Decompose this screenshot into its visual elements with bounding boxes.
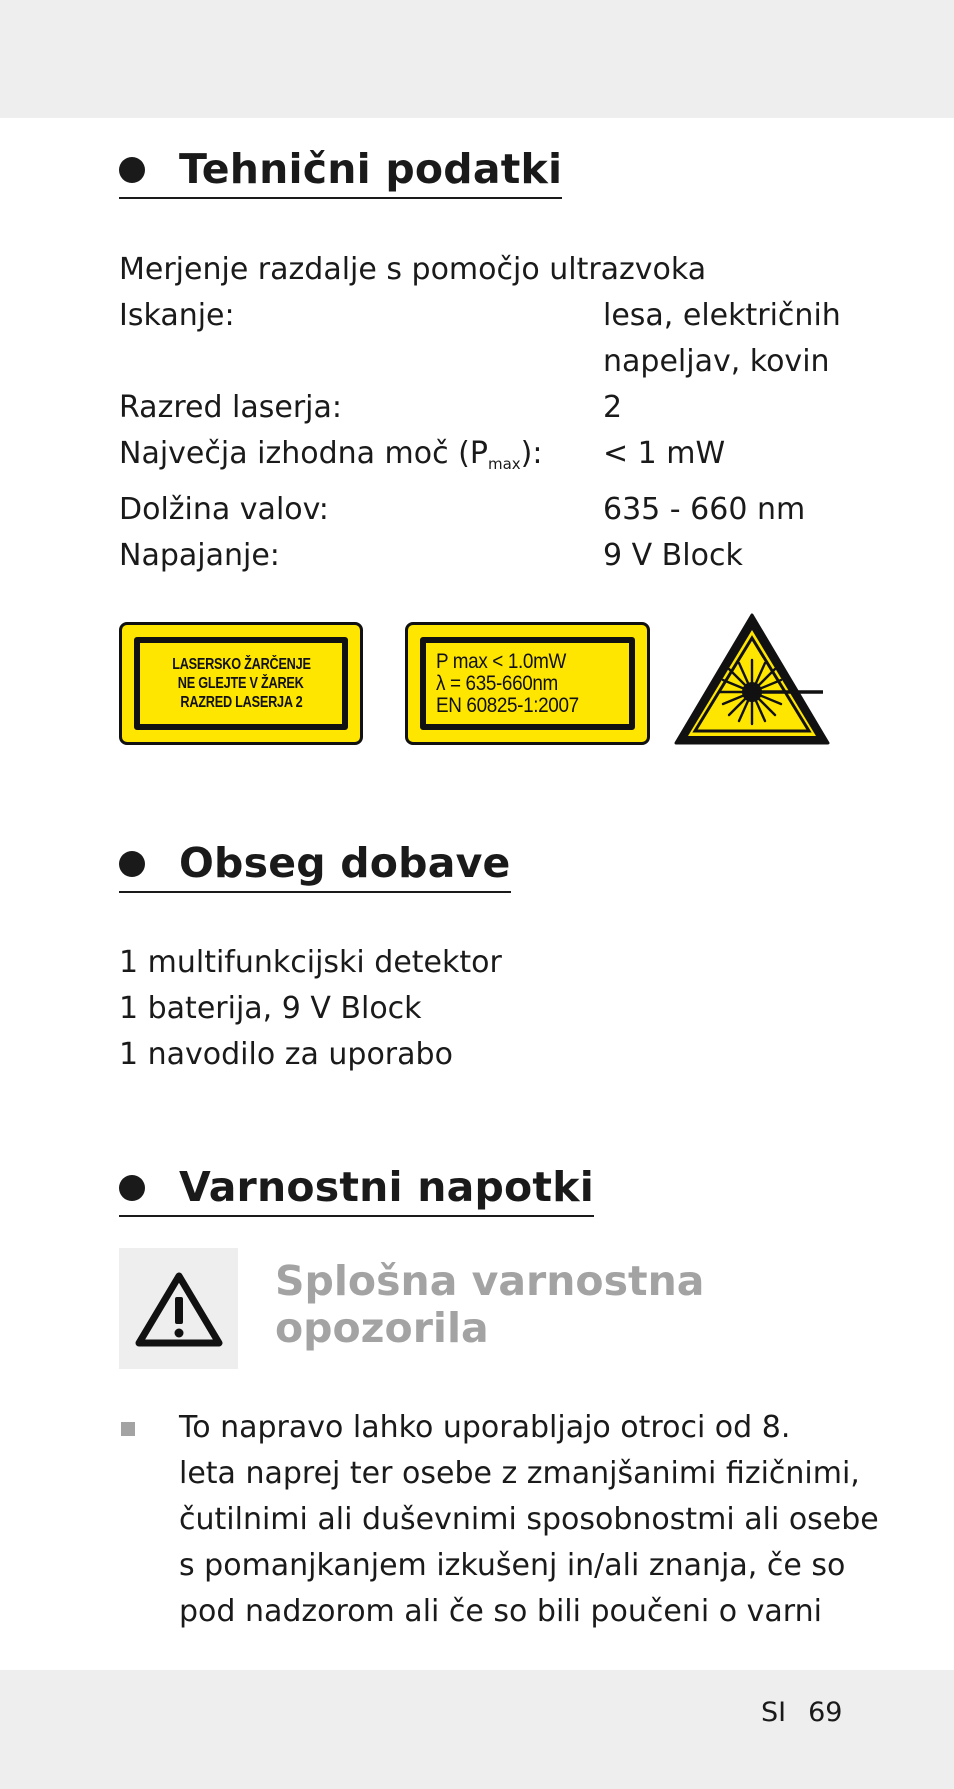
page-header-band (0, 0, 954, 118)
paragraph-line: To napravo lahko uporabljajo otroci od 8. (179, 1410, 791, 1445)
spec-value: < 1 mW (603, 436, 726, 471)
label-line: EN 60825-1:2007 (436, 693, 579, 717)
page-number: 69 (808, 1697, 843, 1728)
spec-value: 635 - 660 nm (603, 492, 806, 527)
page-footer-band (0, 1670, 954, 1789)
language-code: SI (761, 1697, 787, 1728)
label-line: RAZRED LASERJA 2 (179, 694, 302, 711)
paragraph-line: leta naprej ter osebe z zmanjšanimi fizičnimi, (179, 1456, 860, 1491)
spec-label-end: ): (520, 436, 543, 471)
list-item: 1 navodilo za uporabo (119, 1037, 453, 1072)
technical-data-intro: Merjenje razdalje s pomočjo ultrazvoka (119, 252, 707, 287)
bullet-dot-icon (119, 157, 145, 183)
spec-value: 9 V Block (603, 538, 743, 573)
spec-label-subscript: max (487, 455, 521, 473)
section-title: Tehnični podatki (179, 145, 563, 193)
spec-label: Iskanje: (119, 298, 235, 333)
paragraph-line: pod nadzorom ali če so bili poučeni o varni (179, 1594, 822, 1629)
spec-row-wavelength (119, 487, 839, 533)
spec-row-power-supply (119, 533, 839, 579)
laser-hazard-icon (673, 612, 831, 746)
spec-label (119, 431, 603, 487)
spec-value-line: napeljav, kovin (603, 344, 830, 379)
section-heading-scope-of-delivery (119, 840, 511, 893)
spec-value (603, 293, 839, 385)
laser-spec-label-inner (420, 637, 635, 730)
warning-paragraph (179, 1405, 879, 1635)
laser-warning-label-inner (134, 637, 348, 730)
list-item: 1 multifunkcijski detektor (119, 945, 502, 980)
general-warnings-heading (275, 1258, 704, 1352)
spec-row-max-output (119, 431, 839, 487)
square-bullet-icon (121, 1422, 135, 1436)
technical-data-table (119, 247, 839, 579)
heading-line: Splošna varnostna (275, 1257, 705, 1305)
laser-warning-label (119, 622, 363, 745)
page-footer (761, 1697, 842, 1728)
section-heading-technical-data (119, 146, 562, 199)
spec-label: Dolžina valov: (119, 492, 329, 527)
scope-list (119, 940, 502, 1078)
bullet-dot-icon (119, 1175, 145, 1201)
spec-label-main: Največja izhodna moč (P (119, 436, 488, 471)
spec-value: 2 (603, 390, 623, 425)
spec-label: Razred laserja: (119, 390, 342, 425)
paragraph-line: čutilnimi ali duševnimi sposobnostmi ali osebe (179, 1502, 879, 1537)
warning-triangle-icon (135, 1271, 223, 1347)
bullet-dot-icon (119, 851, 145, 877)
paragraph-line: s pomanjkanjem izkušenj in/ali znanja, če so (179, 1548, 846, 1583)
label-line: P max < 1.0mW (436, 649, 566, 673)
heading-line: opozorila (275, 1304, 489, 1352)
section-heading-safety-instructions (119, 1164, 594, 1217)
spec-label: Napajanje: (119, 538, 280, 573)
label-line: LASERSKO ŽARČENJE (171, 656, 311, 673)
warning-icon-box (119, 1248, 238, 1369)
section-title: Varnostni napotki (179, 1163, 594, 1211)
label-line: λ = 635-660nm (436, 671, 558, 695)
spec-row-detection (119, 293, 839, 385)
section-title: Obseg dobave (179, 839, 511, 887)
laser-spec-label (405, 622, 650, 745)
spec-row-laser-class (119, 385, 839, 431)
spec-value-line: lesa, električnih (603, 298, 841, 333)
label-line: NE GLEJTE V ŽAREK (178, 675, 304, 692)
list-item: 1 baterija, 9 V Block (119, 991, 422, 1026)
